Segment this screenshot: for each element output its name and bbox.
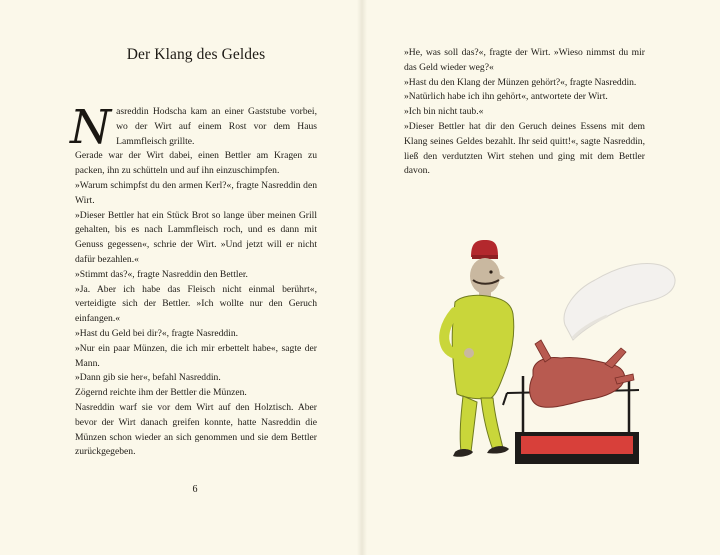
drop-cap: N [70,100,112,155]
paragraph: »Nur ein paar Münzen, die ich mir erbettelt habe«, sagte der Mann. [75,342,317,369]
book-gutter [357,0,367,555]
right-page [404,46,645,179]
paragraph: »Dieser Bettler hat ein Stück Brot so lange über meinen Grill gehalten, bis es nach Lammfleisch roch, und es dann mit Genuss gegessen«, schrie der Wirt. »Und jetzt will er nicht dafür bezahlen.« [75,209,317,265]
paragraph: »Hast du den Klang der Münzen gehört?«, fragte Nasreddin. [404,76,637,88]
paragraph: »Dann gib sie her«, befahl Nasreddin. [75,372,221,384]
roasting-lamb [530,340,634,407]
paragraph: »Ja. Aber ich habe das Fleisch nicht einmal berührt«, verteidigte sich der Bettler. »Ich wollte nur den Geruch einfangen.« [75,283,317,325]
paragraph: »He, was soll das?«, fragte der Wirt. »Wieso nimmst du mir das Geld wieder weg?« [404,47,645,73]
paragraph: »Warum schimpfst du den armen Kerl?«, fragte Nasreddin den Wirt. [75,179,317,206]
smoke-cloud [564,263,675,340]
paragraph-text: asreddin Hodscha kam an einer Gaststube vorbei, wo der Wirt auf einem Rost vor dem Haus Lammfleisch grillte. [116,106,317,147]
paragraph: »Dieser Bettler hat dir den Geruch deines Essens mit dem Klang seines Geldes bezahlt. Ihr seid quitt!«, sagte Nasreddin, ließ den verdutzten Wirt stehen und ging mit dem Bettler davon. [404,120,645,177]
paragraph: »Hast du Geld bei dir?«, fragte Nasreddin. [75,327,239,339]
paragraph: Zögernd reichte ihm der Bettler die Münzen. [75,387,247,399]
paragraph [70,100,317,155]
left-page-text [70,100,317,460]
page-number: 6 [192,484,198,495]
innkeeper-grill-illustration [415,230,685,470]
innkeeper-figure [444,240,514,457]
left-page [70,40,317,460]
chapter-title: Der Klang des Geldes [126,46,266,63]
right-page-text [404,46,645,179]
paragraph: Gerade war der Wirt dabei, einen Bettler am Kragen zu packen, ihn zu schütteln und auf ihn einzuschimpfen. [75,150,317,177]
paragraph: »Natürlich habe ich ihn gehört«, antwortete der Wirt. [404,91,608,103]
paragraph: Nasreddin warf sie vor dem Wirt auf den Holztisch. Aber bevor der Wirt danach greifen konnte, hatte Nasreddin die Münzen schon wieder an sich genommen und sie dem Bettler zurückgegeben. [75,401,317,458]
paragraph: »Stimmt das?«, fragte Nasreddin den Bettler. [75,268,248,280]
paragraph: »Ich bin nicht taub.« [404,106,484,118]
